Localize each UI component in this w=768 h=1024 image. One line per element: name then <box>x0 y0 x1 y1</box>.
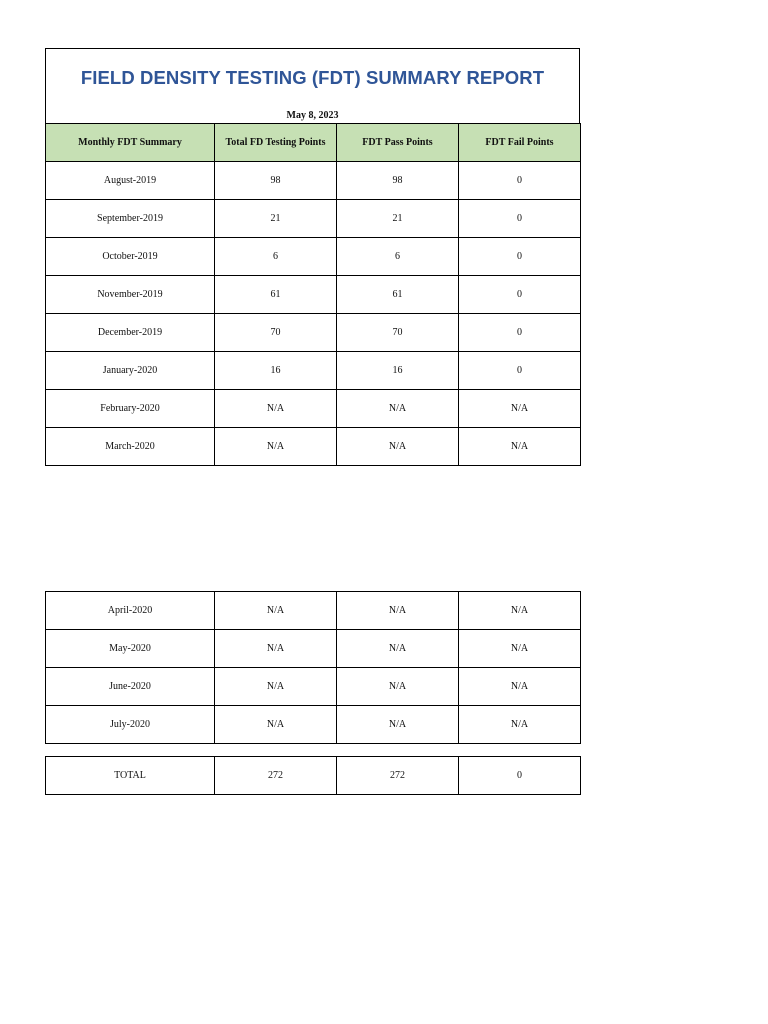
pass-points-cell: N/A <box>337 706 459 744</box>
report-title: FIELD DENSITY TESTING (FDT) SUMMARY REPORT <box>80 67 545 88</box>
fail-points-cell: 0 <box>459 238 581 276</box>
total-points-cell: 16 <box>215 352 337 390</box>
pass-points-cell: 70 <box>337 314 459 352</box>
total-label-cell: TOTAL <box>46 757 215 795</box>
table-row <box>46 592 581 630</box>
month-cell: December-2019 <box>46 314 215 352</box>
column-header-month: Monthly FDT Summary <box>46 124 215 162</box>
month-cell: January-2020 <box>46 352 215 390</box>
fail-points-cell: 0 <box>459 200 581 238</box>
month-cell: October-2019 <box>46 238 215 276</box>
total-points-sum-cell: 272 <box>215 757 337 795</box>
total-row <box>46 757 581 795</box>
month-cell: September-2019 <box>46 200 215 238</box>
column-header-fail-points: FDT Fail Points <box>459 124 581 162</box>
table-row <box>46 238 581 276</box>
total-points-cell: 61 <box>215 276 337 314</box>
total-table <box>45 756 581 795</box>
fail-points-cell: 0 <box>459 352 581 390</box>
pass-points-cell: 98 <box>337 162 459 200</box>
total-points-cell: 98 <box>215 162 337 200</box>
pass-points-cell: N/A <box>337 668 459 706</box>
total-points-cell: N/A <box>215 390 337 428</box>
total-points-cell: N/A <box>215 668 337 706</box>
fail-points-cell: 0 <box>459 314 581 352</box>
fail-points-sum-cell: 0 <box>459 757 581 795</box>
pass-points-cell: 6 <box>337 238 459 276</box>
pass-points-cell: N/A <box>337 592 459 630</box>
fail-points-cell: N/A <box>459 668 581 706</box>
total-points-cell: N/A <box>215 428 337 466</box>
table-row <box>46 314 581 352</box>
table-row <box>46 630 581 668</box>
pass-points-cell: N/A <box>337 428 459 466</box>
table-row <box>46 706 581 744</box>
report-header <box>45 48 580 124</box>
report-date: May 8, 2023 <box>286 110 339 121</box>
month-cell: March-2020 <box>46 428 215 466</box>
table-row <box>46 352 581 390</box>
pass-points-sum-cell: 272 <box>337 757 459 795</box>
month-cell: June-2020 <box>46 668 215 706</box>
table-row <box>46 390 581 428</box>
total-points-cell: 6 <box>215 238 337 276</box>
month-cell: May-2020 <box>46 630 215 668</box>
month-cell: August-2019 <box>46 162 215 200</box>
fail-points-cell: 0 <box>459 276 581 314</box>
pass-points-cell: N/A <box>337 390 459 428</box>
summary-table-continued <box>45 591 581 744</box>
pass-points-cell: 21 <box>337 200 459 238</box>
table-row <box>46 428 581 466</box>
total-points-cell: N/A <box>215 706 337 744</box>
pass-points-cell: N/A <box>337 630 459 668</box>
table-row <box>46 162 581 200</box>
total-points-cell: N/A <box>215 592 337 630</box>
table-row <box>46 200 581 238</box>
pass-points-cell: 16 <box>337 352 459 390</box>
column-header-pass-points: FDT Pass Points <box>337 124 459 162</box>
fail-points-cell: N/A <box>459 706 581 744</box>
fail-points-cell: N/A <box>459 630 581 668</box>
fail-points-cell: N/A <box>459 428 581 466</box>
total-points-cell: 70 <box>215 314 337 352</box>
fail-points-cell: N/A <box>459 592 581 630</box>
pass-points-cell: 61 <box>337 276 459 314</box>
month-cell: April-2020 <box>46 592 215 630</box>
total-points-cell: 21 <box>215 200 337 238</box>
column-header-total-points: Total FD Testing Points <box>215 124 337 162</box>
fail-points-cell: N/A <box>459 390 581 428</box>
month-cell: February-2020 <box>46 390 215 428</box>
total-points-cell: N/A <box>215 630 337 668</box>
month-cell: July-2020 <box>46 706 215 744</box>
summary-table <box>45 123 581 466</box>
table-header-row <box>46 124 581 162</box>
table-row <box>46 668 581 706</box>
month-cell: November-2019 <box>46 276 215 314</box>
fail-points-cell: 0 <box>459 162 581 200</box>
table-row <box>46 276 581 314</box>
